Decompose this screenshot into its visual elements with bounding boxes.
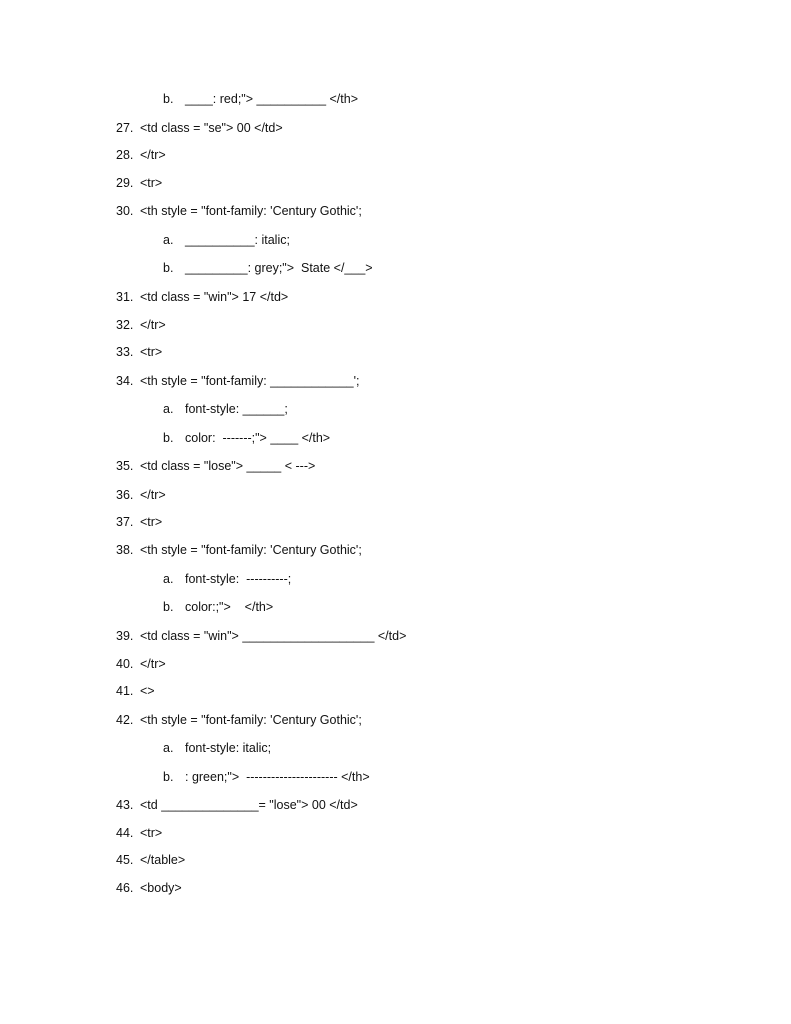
subitem-marker: a. (163, 741, 174, 755)
item-number: 43. (116, 798, 134, 812)
item-number: 42. (116, 713, 134, 727)
list-subitem (163, 599, 273, 615)
item-text: </tr> (140, 488, 166, 502)
item-number: 45. (116, 853, 134, 867)
list-item (116, 147, 166, 163)
subitem-marker: a. (163, 233, 174, 247)
item-text: <tr> (140, 176, 163, 190)
item-number: 32. (116, 318, 134, 332)
item-text: <td class = "se"> 00 </td> (140, 121, 283, 135)
item-text: <> (140, 684, 155, 698)
list-item (116, 880, 182, 896)
list-item (116, 344, 162, 360)
list-item (116, 487, 166, 503)
list-subitem (163, 571, 291, 587)
item-text: </tr> (140, 657, 166, 671)
item-text: <th style = "font-family: 'Century Gothic'; (140, 204, 362, 218)
item-text: </tr> (140, 148, 166, 162)
list-subitem (163, 740, 271, 756)
list-item (116, 317, 166, 333)
item-number: 34. (116, 374, 134, 388)
subitem-text: : green;"> ---------------------- </th> (185, 770, 370, 784)
item-text: <th style = "font-family: 'Century Gothic'; (140, 713, 362, 727)
list-item (116, 514, 162, 530)
subitem-text: ____: red;"> __________ </th> (185, 92, 358, 106)
item-number: 36. (116, 488, 134, 502)
list-subitem (163, 401, 288, 417)
item-text: <th style = "font-family: 'Century Gothic'; (140, 543, 362, 557)
item-text: </tr> (140, 318, 166, 332)
item-text: <td class = "lose"> _____ < ---> (140, 459, 316, 473)
list-subitem (163, 232, 290, 248)
subitem-text: _________: grey;"> State </___> (185, 261, 373, 275)
list-item (116, 628, 406, 644)
item-number: 40. (116, 657, 134, 671)
list-subitem (163, 769, 370, 785)
item-text: <td class = "win"> 17 </td> (140, 290, 289, 304)
subitem-text: __________: italic; (185, 233, 290, 247)
list-item (116, 289, 288, 305)
subitem-marker: b. (163, 261, 174, 275)
list-item (116, 712, 362, 728)
subitem-text: color: -------;"> ____ </th> (185, 431, 331, 445)
item-text: <td ______________= "lose"> 00 </td> (140, 798, 358, 812)
subitem-text: font-style: italic; (185, 741, 272, 755)
subitem-marker: a. (163, 572, 174, 586)
item-number: 46. (116, 881, 134, 895)
item-number: 28. (116, 148, 134, 162)
item-text: <tr> (140, 826, 163, 840)
list-subitem (163, 260, 373, 276)
item-text: <body> (140, 881, 182, 895)
list-item (116, 373, 359, 389)
list-item (116, 542, 362, 558)
list-item (116, 120, 283, 136)
list-subitem (163, 430, 330, 446)
item-number: 38. (116, 543, 134, 557)
subitem-marker: b. (163, 600, 174, 614)
list-item (116, 203, 362, 219)
subitem-marker: a. (163, 402, 174, 416)
list-item (116, 656, 166, 672)
subitem-marker: b. (163, 770, 174, 784)
list-item (116, 458, 315, 474)
list-item (116, 175, 162, 191)
subitem-text: color:;"> </th> (185, 600, 274, 614)
item-number: 33. (116, 345, 134, 359)
item-text: <tr> (140, 515, 163, 529)
item-number: 35. (116, 459, 134, 473)
item-number: 27. (116, 121, 134, 135)
item-number: 41. (116, 684, 134, 698)
list-item (116, 683, 155, 699)
list-item (116, 825, 162, 841)
list-item (116, 797, 358, 813)
list-subitem (163, 91, 358, 107)
item-text: <tr> (140, 345, 163, 359)
subitem-marker: b. (163, 431, 174, 445)
item-number: 39. (116, 629, 134, 643)
subitem-text: font-style: ______; (185, 402, 288, 416)
item-text: <th style = "font-family: ____________'; (140, 374, 360, 388)
item-number: 31. (116, 290, 134, 304)
item-number: 30. (116, 204, 134, 218)
item-number: 37. (116, 515, 134, 529)
subitem-text: font-style: ----------; (185, 572, 292, 586)
list-item (116, 852, 185, 868)
item-number: 29. (116, 176, 134, 190)
item-text: <td class = "win"> ___________________ </td> (140, 629, 407, 643)
subitem-marker: b. (163, 92, 174, 106)
item-number: 44. (116, 826, 134, 840)
item-text: </table> (140, 853, 186, 867)
